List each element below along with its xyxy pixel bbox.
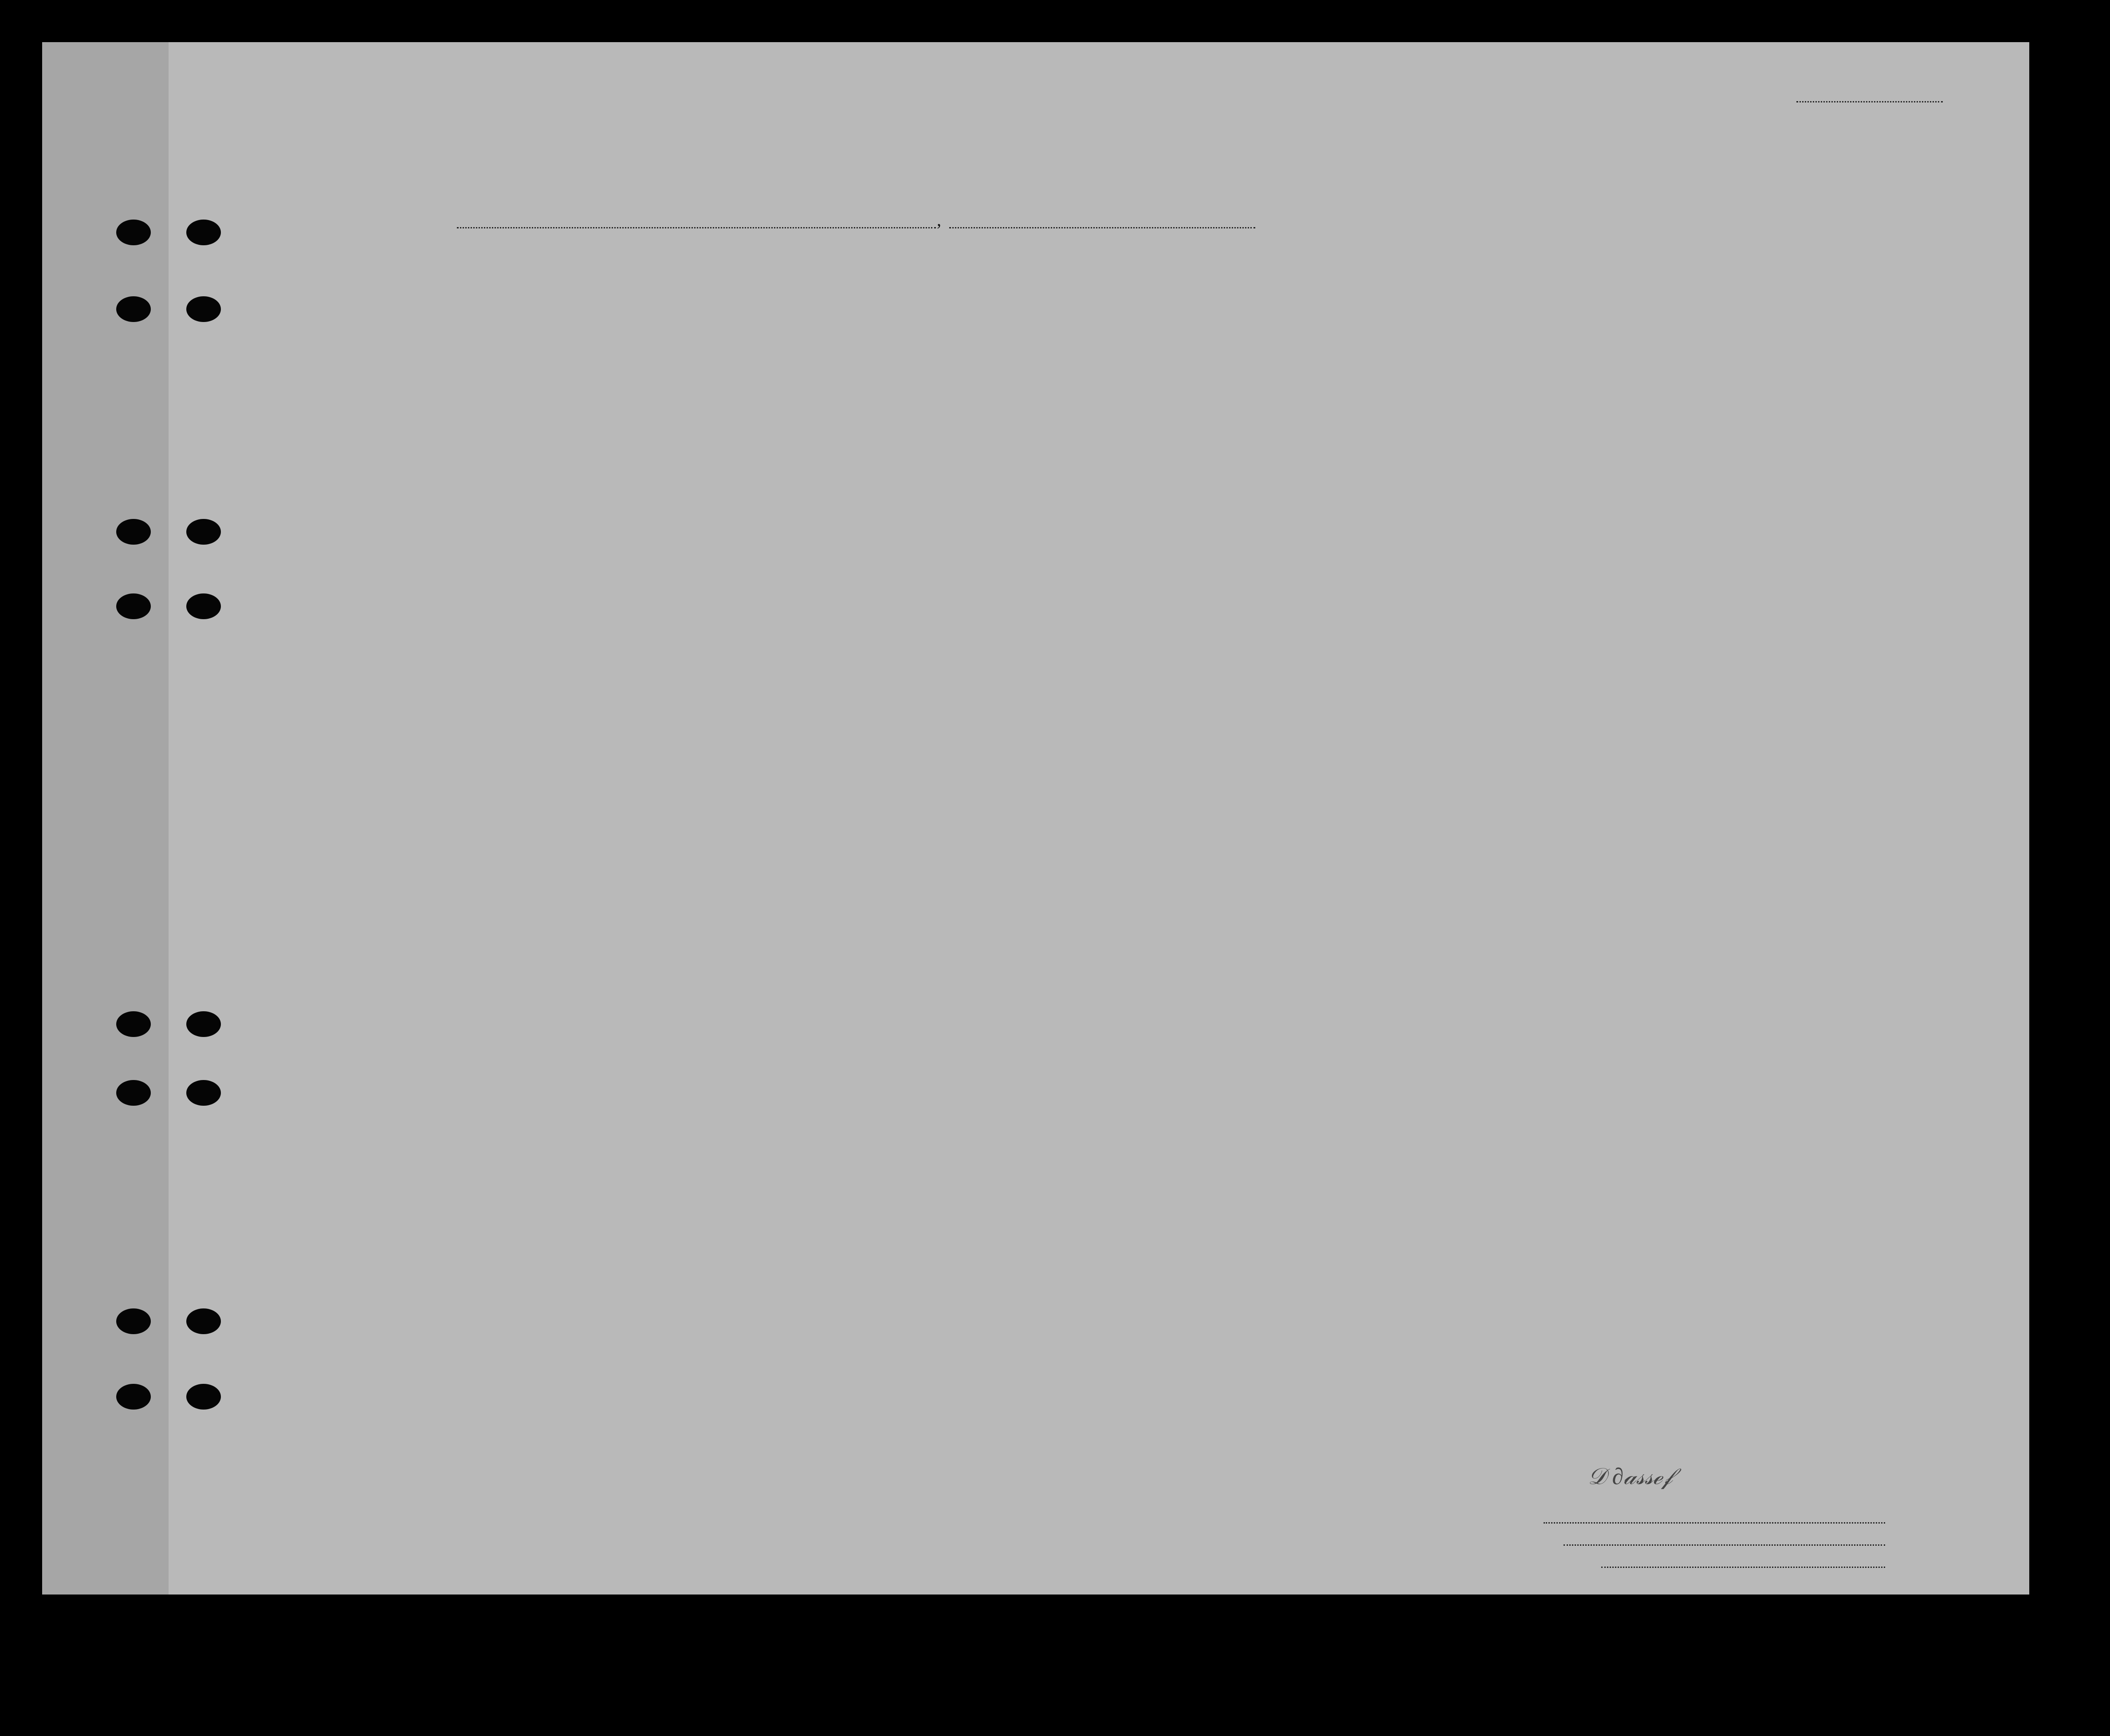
punch-hole — [186, 1011, 221, 1037]
header-purpose-length — [1267, 304, 1289, 393]
header-excluded — [1521, 288, 1540, 390]
punch-hole — [186, 1308, 221, 1334]
owners-underline — [1564, 1544, 1885, 1546]
header-fifty-dollars — [801, 284, 821, 395]
punch-hole — [186, 220, 221, 245]
scanned-document: , 𝒟 ∂𝒶𝓈𝓈ℯ𝒻 — [0, 0, 2110, 1736]
header-inches — [1693, 361, 1706, 393]
punch-hole — [116, 1011, 151, 1037]
punch-hole — [186, 296, 221, 322]
agents-underline — [1601, 1567, 1885, 1568]
header-anarchist — [1410, 288, 1427, 390]
header-labor-offer — [1481, 288, 1517, 390]
punch-hole — [116, 1308, 151, 1334]
header-arrested — [1544, 288, 1563, 390]
punch-hole — [116, 220, 151, 245]
header-purpose-return — [1224, 304, 1246, 393]
header-polygamist — [1384, 288, 1402, 390]
line-underline — [1544, 1522, 1885, 1524]
header-feet — [1673, 361, 1686, 393]
punch-hole — [186, 1080, 221, 1106]
punch-hole — [116, 296, 151, 322]
punch-hole — [116, 1080, 151, 1106]
punch-hole — [116, 1384, 151, 1410]
header-overthrow — [1435, 288, 1479, 390]
header-purpose-citizen — [1303, 304, 1325, 393]
punch-hole — [116, 593, 151, 619]
header-ticket — [683, 284, 701, 395]
punch-hole — [186, 519, 221, 545]
inspector-signature: 𝒟 ∂𝒶𝓈𝓈ℯ𝒻 — [1588, 1464, 1673, 1489]
header-prison — [1331, 284, 1375, 395]
punch-hole — [116, 519, 151, 545]
punch-hole — [186, 593, 221, 619]
punch-hole — [186, 1384, 221, 1410]
